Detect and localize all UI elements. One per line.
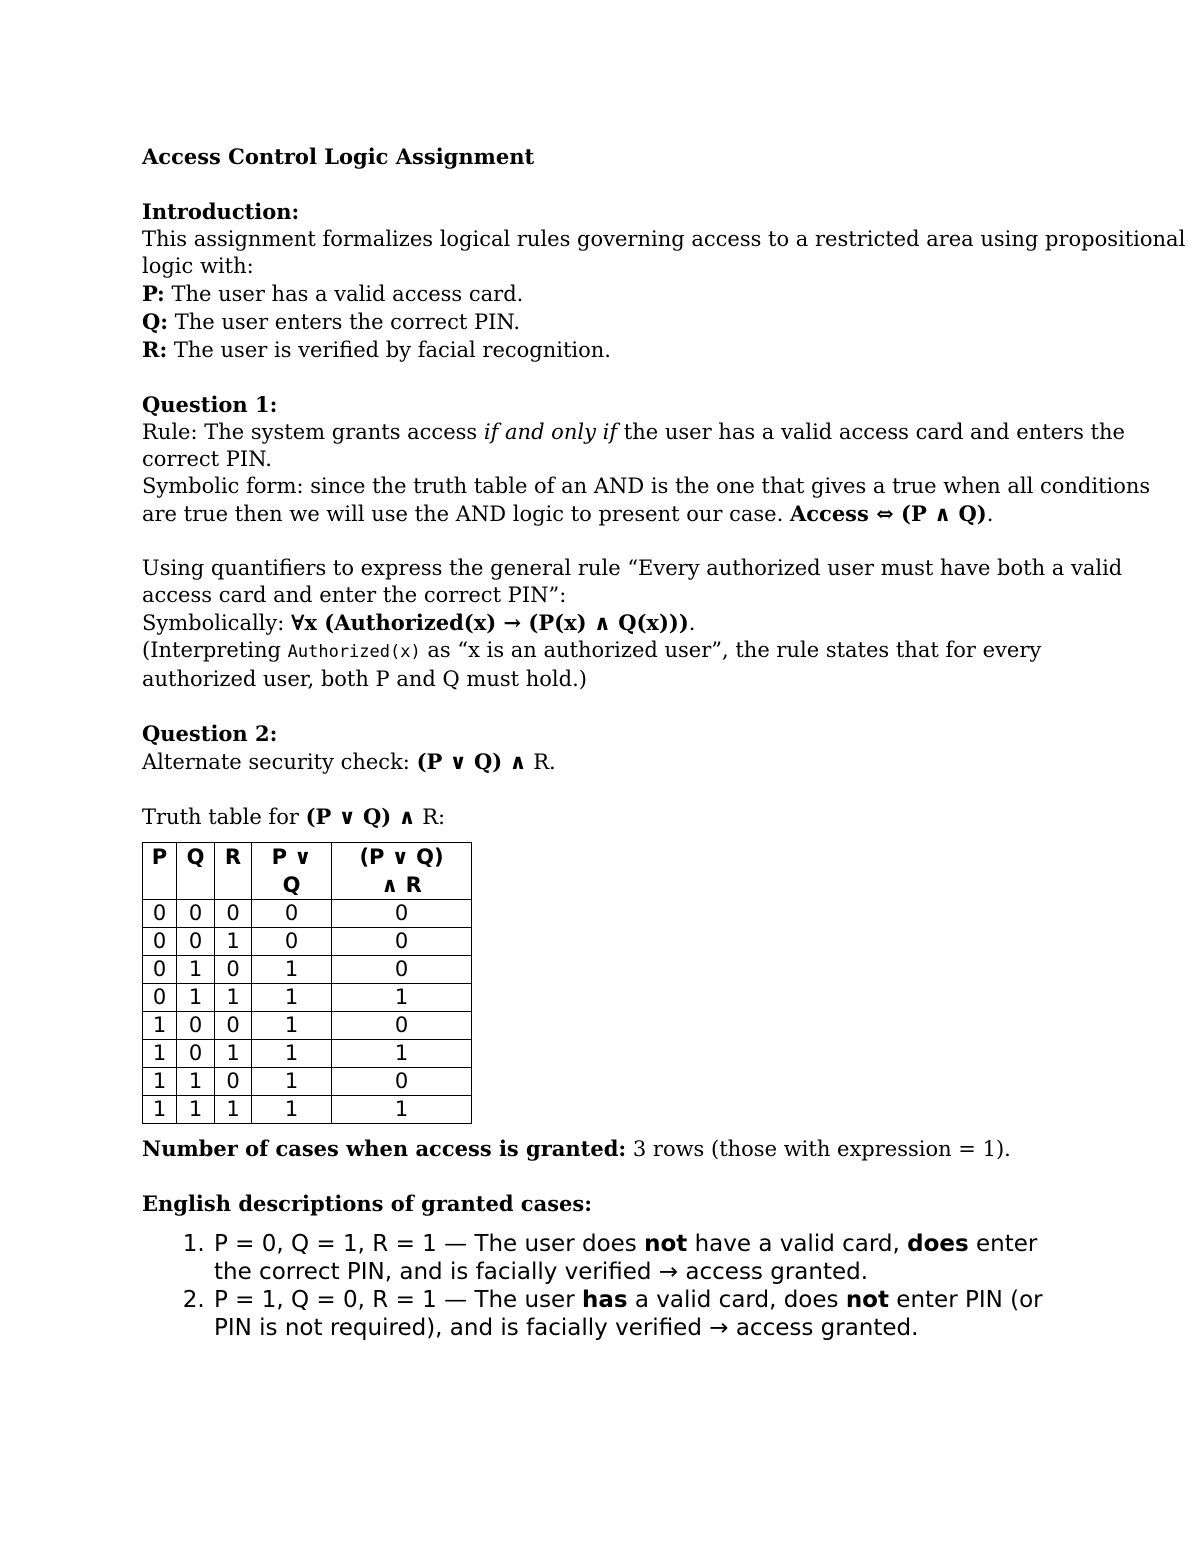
- granted-cases-list: [142, 1230, 1072, 1342]
- q1-symbolic-form-cont: are true then we will use the AND logic to present our case. Access ⇔ (P ∧ Q).: [142, 501, 994, 526]
- cell-expression: 0: [332, 900, 472, 928]
- cell-q: 1: [177, 1068, 215, 1096]
- cell-q: 1: [177, 1096, 215, 1124]
- header-expression: (P ∨ Q) ∧ R: [332, 843, 472, 900]
- cell-r: 1: [215, 984, 252, 1012]
- cell-p-or-q: 1: [252, 1068, 332, 1096]
- q1-rule: Rule: The system grants access if and only if the user has a valid access card and enters the: [142, 420, 1125, 444]
- table-row: [143, 900, 472, 928]
- cell-p-or-q: 1: [252, 1040, 332, 1068]
- var-q: Q: The user enters the correct PIN.: [142, 309, 521, 334]
- q1-symbolic-form: Symbolic form: since the truth table of an AND is the one that gives a true when all conditions: [142, 474, 1151, 498]
- q1-interpretation: (Interpreting Authorized(x) as “x is an authorized user”, the rule states that for every: [142, 638, 1042, 662]
- truth-table-body: [143, 900, 472, 1124]
- header-q: Q: [177, 843, 215, 900]
- intro-heading: Introduction:: [142, 199, 300, 224]
- q1-symbolically: Symbolically: ∀x (Authorized(x) → (P(x) ∧ Q(x))).: [142, 610, 696, 635]
- truth-table: [142, 842, 472, 1124]
- cell-r: 0: [215, 1012, 252, 1040]
- cell-expression: 1: [332, 984, 472, 1012]
- header-r: R: [215, 843, 252, 900]
- cell-p: 0: [143, 956, 177, 984]
- q2-heading: Question 2:: [142, 721, 278, 746]
- cell-q: 0: [177, 1012, 215, 1040]
- q1-rule-cont: correct PIN.: [142, 447, 272, 471]
- q2-alternate-check: Alternate security check: (P ∨ Q) ∧ R.: [142, 749, 556, 774]
- cell-p: 0: [143, 900, 177, 928]
- cell-p-or-q: 1: [252, 1012, 332, 1040]
- cell-expression: 1: [332, 1040, 472, 1068]
- cell-r: 1: [215, 928, 252, 956]
- cell-p-or-q: 1: [252, 984, 332, 1012]
- table-row: [143, 1068, 472, 1096]
- cell-expression: 0: [332, 956, 472, 984]
- intro-text: This assignment formalizes logical rules governing access to a restricted area using propositional: [142, 227, 1186, 251]
- table-row: [143, 984, 472, 1012]
- granted-count: Number of cases when access is granted: 3 rows (those with expression = 1).: [142, 1136, 1011, 1161]
- cell-q: 0: [177, 900, 215, 928]
- cell-p-or-q: 1: [252, 956, 332, 984]
- cell-expression: 0: [332, 1012, 472, 1040]
- cell-p: 0: [143, 984, 177, 1012]
- cell-p: 1: [143, 1012, 177, 1040]
- cell-r: 0: [215, 956, 252, 984]
- truth-table-header-row: [143, 843, 472, 900]
- var-r: R: The user is verified by facial recognition.: [142, 337, 611, 362]
- table-row: [143, 1040, 472, 1068]
- table-row: [143, 956, 472, 984]
- document-page: [142, 143, 1186, 1342]
- cell-r: 1: [215, 1040, 252, 1068]
- header-p-or-q: P ∨ Q: [252, 843, 332, 900]
- cell-p-or-q: 0: [252, 928, 332, 956]
- var-p: P: The user has a valid access card.: [142, 281, 524, 306]
- granted-case-item: 1. P = 0, Q = 1, R = 1 — The user does not have a valid card, does enter the correct PIN, and is facially verified → access granted.: [212, 1230, 1072, 1286]
- q1-quantifier-text-cont: access card and enter the correct PIN”:: [142, 583, 567, 607]
- cell-expression: 0: [332, 1068, 472, 1096]
- english-descriptions-heading: English descriptions of granted cases:: [142, 1191, 592, 1216]
- truth-table-caption: Truth table for (P ∨ Q) ∧ R:: [142, 804, 446, 829]
- granted-case-item: 2. P = 1, Q = 0, R = 1 — The user has a valid card, does not enter PIN (or PIN is not required), and is facially verified → access granted.: [212, 1286, 1072, 1342]
- table-row: [143, 1096, 472, 1124]
- q1-heading: Question 1:: [142, 392, 278, 417]
- cell-q: 0: [177, 928, 215, 956]
- cell-q: 0: [177, 1040, 215, 1068]
- cell-q: 1: [177, 956, 215, 984]
- document-title: Access Control Logic Assignment: [142, 144, 535, 169]
- q1-interpretation-cont: authorized user, both P and Q must hold.): [142, 667, 587, 691]
- cell-expression: 0: [332, 928, 472, 956]
- intro-text-cont: logic with:: [142, 254, 254, 278]
- cell-p: 1: [143, 1096, 177, 1124]
- cell-expression: 1: [332, 1096, 472, 1124]
- table-row: [143, 928, 472, 956]
- cell-r: 0: [215, 1068, 252, 1096]
- q1-quantifier-text: Using quantifiers to express the general rule “Every authorized user must have both a valid: [142, 556, 1123, 580]
- cell-r: 1: [215, 1096, 252, 1124]
- cell-p-or-q: 0: [252, 900, 332, 928]
- cell-p-or-q: 1: [252, 1096, 332, 1124]
- table-row: [143, 1012, 472, 1040]
- cell-p: 1: [143, 1040, 177, 1068]
- cell-p: 1: [143, 1068, 177, 1096]
- cell-r: 0: [215, 900, 252, 928]
- header-p: P: [143, 843, 177, 900]
- cell-p: 0: [143, 928, 177, 956]
- cell-q: 1: [177, 984, 215, 1012]
